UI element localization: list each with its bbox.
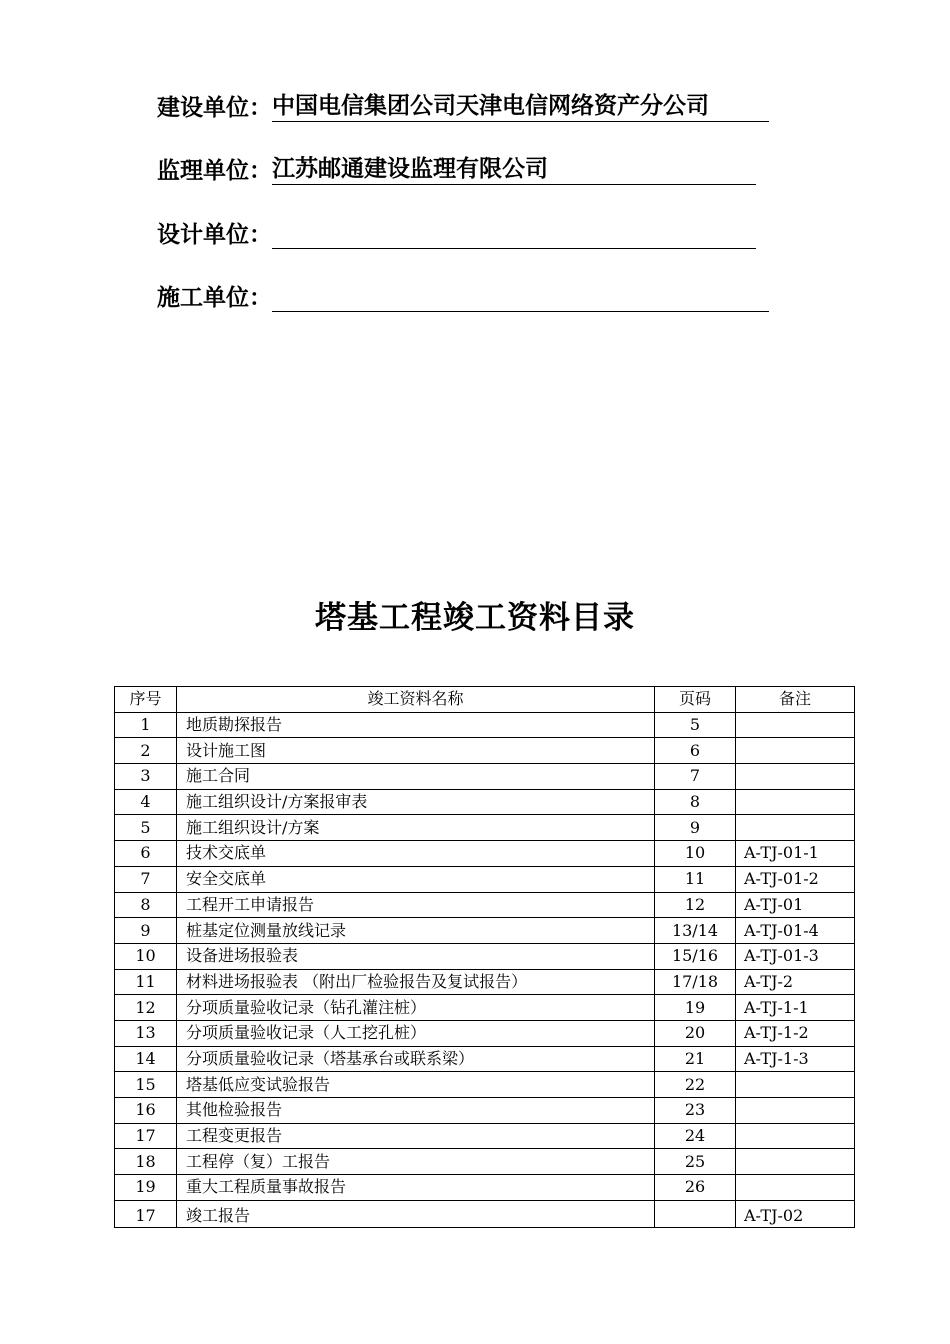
row-name: 材料进场报验表 （附出厂检验报告及复试报告）	[177, 969, 655, 995]
table-row	[115, 738, 855, 764]
table-row	[115, 789, 855, 815]
document-title: 塔基工程竣工资料目录	[315, 600, 635, 636]
row-note	[736, 1072, 855, 1098]
row-note: A-TJ-2	[736, 969, 855, 995]
row-page: 23	[655, 1098, 736, 1124]
row-seq: 5	[115, 815, 177, 841]
row-page: 24	[655, 1123, 736, 1149]
row-note: A-TJ-1-2	[736, 1020, 855, 1046]
construction-unit-label: 建设单位：	[157, 95, 272, 121]
row-page: 12	[655, 892, 736, 918]
table-row	[115, 764, 855, 790]
row-name: 工程停（复）工报告	[177, 1149, 655, 1175]
row-note	[736, 764, 855, 790]
row-name: 施工合同	[177, 764, 655, 790]
row-name: 设计施工图	[177, 738, 655, 764]
construction-unit-value: 中国电信集团公司天津电信网络资产分公司	[272, 92, 769, 122]
row-page: 5	[655, 712, 736, 738]
table-row	[115, 1123, 855, 1149]
row-seq: 9	[115, 918, 177, 944]
row-seq: 14	[115, 1046, 177, 1072]
row-seq: 8	[115, 892, 177, 918]
row-name: 工程变更报告	[177, 1123, 655, 1149]
table-row	[115, 712, 855, 738]
row-page: 15/16	[655, 943, 736, 969]
row-seq: 1	[115, 712, 177, 738]
row-note	[736, 815, 855, 841]
row-name: 分项质量验收记录（塔基承台或联系梁）	[177, 1046, 655, 1072]
row-seq: 13	[115, 1020, 177, 1046]
row-seq: 17	[115, 1123, 177, 1149]
row-note	[736, 1149, 855, 1175]
header-name: 竣工资料名称	[177, 687, 655, 713]
row-note	[736, 1175, 855, 1201]
row-page	[655, 1200, 736, 1227]
table-row	[115, 943, 855, 969]
row-name: 分项质量验收记录（钻孔灌注桩）	[177, 995, 655, 1021]
table-row	[115, 1072, 855, 1098]
row-seq: 2	[115, 738, 177, 764]
row-seq: 17	[115, 1200, 177, 1227]
row-note: A-TJ-01	[736, 892, 855, 918]
table-body	[115, 712, 855, 1227]
row-note: A-TJ-01-2	[736, 866, 855, 892]
row-seq: 10	[115, 943, 177, 969]
row-note: A-TJ-02	[736, 1200, 855, 1227]
row-page: 25	[655, 1149, 736, 1175]
row-note	[736, 789, 855, 815]
row-name: 技术交底单	[177, 841, 655, 867]
row-seq: 18	[115, 1149, 177, 1175]
row-name: 安全交底单	[177, 866, 655, 892]
table-header-row	[115, 687, 855, 713]
table-row	[115, 1200, 855, 1227]
row-page: 6	[655, 738, 736, 764]
builder-unit-value	[272, 282, 769, 312]
table-row	[115, 1149, 855, 1175]
builder-unit-row	[157, 280, 769, 312]
row-name: 桩基定位测量放线记录	[177, 918, 655, 944]
row-seq: 11	[115, 969, 177, 995]
row-note: A-TJ-01-3	[736, 943, 855, 969]
row-name: 重大工程质量事故报告	[177, 1175, 655, 1201]
row-seq: 15	[115, 1072, 177, 1098]
row-page: 7	[655, 764, 736, 790]
row-seq: 16	[115, 1098, 177, 1124]
row-seq: 7	[115, 866, 177, 892]
construction-unit-row	[157, 90, 769, 122]
row-name: 施工组织设计/方案报审表	[177, 789, 655, 815]
row-page: 21	[655, 1046, 736, 1072]
row-seq: 3	[115, 764, 177, 790]
row-page: 11	[655, 866, 736, 892]
builder-unit-label: 施工单位：	[157, 285, 272, 311]
catalog-table	[114, 686, 855, 1228]
row-page: 9	[655, 815, 736, 841]
row-name: 设备进场报验表	[177, 943, 655, 969]
design-unit-row	[157, 217, 756, 249]
row-name: 竣工报告	[177, 1200, 655, 1227]
row-name: 塔基低应变试验报告	[177, 1072, 655, 1098]
header-note: 备注	[736, 687, 855, 713]
row-note	[736, 1098, 855, 1124]
row-page: 19	[655, 995, 736, 1021]
table-row	[115, 1020, 855, 1046]
row-name: 地质勘探报告	[177, 712, 655, 738]
table-row	[115, 969, 855, 995]
row-page: 13/14	[655, 918, 736, 944]
table-row	[115, 866, 855, 892]
row-note: A-TJ-01-1	[736, 841, 855, 867]
row-page: 17/18	[655, 969, 736, 995]
row-name: 施工组织设计/方案	[177, 815, 655, 841]
row-name: 其他检验报告	[177, 1098, 655, 1124]
row-seq: 12	[115, 995, 177, 1021]
row-name: 工程开工申请报告	[177, 892, 655, 918]
table-row	[115, 1098, 855, 1124]
row-seq: 6	[115, 841, 177, 867]
table-row	[115, 1046, 855, 1072]
table-row	[115, 892, 855, 918]
row-seq: 19	[115, 1175, 177, 1201]
row-note: A-TJ-1-3	[736, 1046, 855, 1072]
design-unit-value	[272, 219, 756, 249]
row-note: A-TJ-01-4	[736, 918, 855, 944]
row-page: 22	[655, 1072, 736, 1098]
row-page: 8	[655, 789, 736, 815]
supervision-unit-value: 江苏邮通建设监理有限公司	[272, 155, 756, 185]
row-page: 20	[655, 1020, 736, 1046]
row-page: 26	[655, 1175, 736, 1201]
design-unit-label: 设计单位：	[157, 222, 272, 248]
row-note: A-TJ-1-1	[736, 995, 855, 1021]
table-row	[115, 841, 855, 867]
row-seq: 4	[115, 789, 177, 815]
row-note	[736, 738, 855, 764]
supervision-unit-row	[157, 153, 756, 185]
table-row	[115, 1175, 855, 1201]
supervision-unit-label: 监理单位：	[157, 158, 272, 184]
table-row	[115, 815, 855, 841]
table-row	[115, 995, 855, 1021]
header-page: 页码	[655, 687, 736, 713]
table-row	[115, 918, 855, 944]
row-note	[736, 1123, 855, 1149]
row-note	[736, 712, 855, 738]
row-page: 10	[655, 841, 736, 867]
row-name: 分项质量验收记录（人工挖孔桩）	[177, 1020, 655, 1046]
header-seq: 序号	[115, 687, 177, 713]
